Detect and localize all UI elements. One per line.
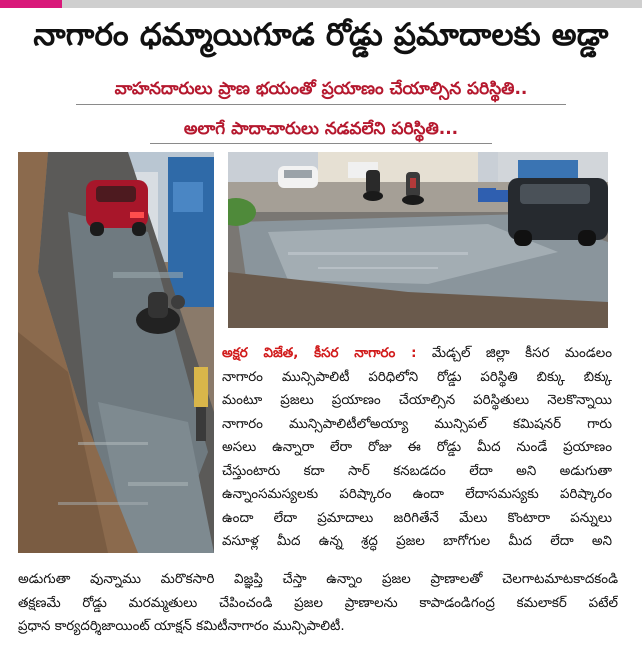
article-line: నాగారం మున్సిపాలిటీ పరిధిలోని రోడ్డు పరిస్థితి బిక్కు బిక్కు — [222, 369, 612, 385]
subheadline-1: వాహనదారులు ప్రాణ భయంతో ప్రయాణం చేయాల్సిన పరిస్థితి.. — [114, 79, 528, 99]
top-bar-rule — [62, 0, 642, 8]
article-line: చేస్తుంటారు కదా సార్ కనబడదం లేదా అని అడుగుతా — [222, 463, 612, 479]
subheadline-1-underline — [76, 104, 566, 105]
article-line: ఉన్నాంసమస్యలకు పరిష్కారం ఉందా లేదాసమస్యకు పరిష్కారం — [222, 487, 612, 502]
article-line — [222, 342, 612, 366]
article-line: అడుగుతా వున్నాము మరొకసారి విజ్ఞప్తి చేస్తా ఉన్నాం ప్రజల ప్రాణాలతో చెలగాటమాటకాదకండి — [18, 572, 618, 587]
article-line: మంటూ ప్రజలు ప్రయాణం చేయాల్సిన పరిస్థితులు నెలకొన్నాయి — [222, 393, 612, 408]
article-line: వసూళ్ల మీద ఉన్న శ్రద్ధ ప్రజల బాగోగుల మీద లేదా అని — [222, 534, 612, 549]
article-line: ఉందా లేదా ప్రమాదాలు జరిగితేనే మేలు కొంటారా పన్నులు — [222, 510, 612, 526]
top-bar-accent — [0, 0, 62, 8]
top-color-bar — [0, 0, 642, 8]
photo-flooded-street-bikes-suv — [228, 152, 608, 328]
headline: నాగారం ధమ్మాయిగూడ రోడ్డు ప్రమాదాలకు అడ్డా — [33, 17, 609, 53]
subheadline-2-underline — [150, 143, 492, 144]
article-line: తక్షణమే రోడ్డు మరమ్మతులు చేపించండి ప్రజల ప్రాణాలను కాపాడండిగంద్ర కమలాకర్ పటేల్ — [18, 595, 618, 611]
article-line-text: మేడ్చల్ జిల్లా కీసర మండలం — [431, 346, 612, 361]
article-body-right-column — [222, 342, 612, 554]
article-body-full-width — [18, 568, 618, 639]
article-dateline: అక్షర విజేత, కీసర నాగారం : — [222, 346, 417, 361]
photo-flooded-road-red-car — [18, 152, 214, 553]
article-line: ప్రధాన కార్యదర్శిజాయింట్ యాక్షన్ కమిటీనాగారం మున్సిపాలిటీ. — [18, 619, 345, 634]
article-line: అసలు ఉన్నారా లేరా రోజు ఈ రోడ్డు మీద నుండే ప్రయాణం — [222, 440, 612, 455]
article-line: నాగారం మున్సిపాలిటీలోఅయ్యా మున్సిపల్ కమిషనర్ గారు — [222, 416, 612, 432]
subheadline-2: అలాగే పాదాచారులు నడవలేని పరిస్థితి... — [183, 119, 459, 139]
